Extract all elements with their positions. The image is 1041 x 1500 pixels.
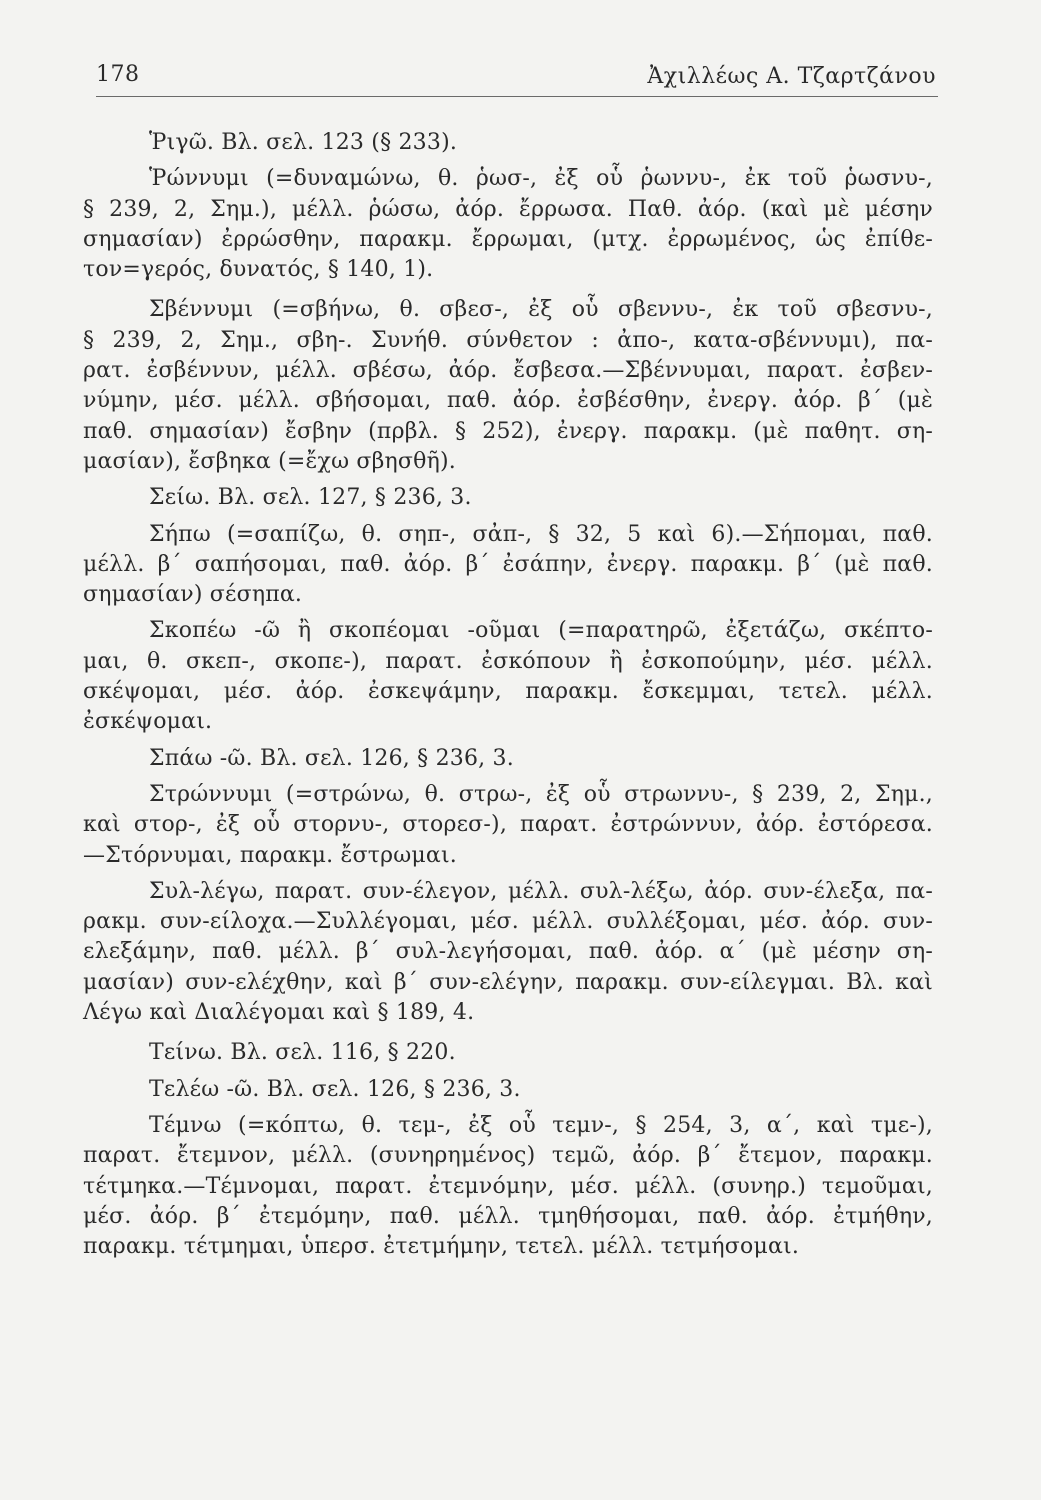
page-header: [96, 58, 936, 98]
entry-line: σημασίαν) ἐρρώσθην, παρακμ. ἔρρωμαι, (μτχ. ἐρρωμένος, ὡς ἐπίθε-: [83, 226, 933, 252]
entry-seio: [83, 483, 933, 513]
header-rule: [96, 96, 938, 97]
entry-line: Σήπω (=σαπίζω, θ. σηπ-, σἀπ-, § 32, 5 καὶ 6).—Σήπομαι, παθ.: [149, 521, 933, 547]
dictionary-body: [83, 128, 933, 1268]
entry-line: ρακμ. συν-είλοχα.—Συλλέγομαι, μέσ. μέλλ. συλλέξομαι, μέσ. ἀόρ. συν-: [83, 909, 933, 935]
entry-line: παθ. σημασίαν) ἔσβην (πρβλ. § 252), ἐνεργ. παρακμ. (μὲ παθητ. ση-: [83, 418, 933, 444]
entry-line: Σείω. Βλ. σελ. 127, § 236, 3.: [149, 485, 472, 511]
entry-line: μαι, θ. σκεπ-, σκοπε-), παρατ. ἐσκόπουν ἢ ἐσκοπούμην, μέσ. μέλλ.: [83, 648, 933, 674]
entry-line: μασίαν), ἔσβηκα (=ἔχω σβησθῆ).: [83, 448, 456, 474]
entry-skopeo: [83, 616, 933, 737]
entry-line: Στρώννυμι (=στρώνω, θ. στρω-, ἐξ οὗ στρωννυ-, § 239, 2, Σημ.,: [149, 781, 933, 807]
entry-teino: [83, 1038, 933, 1068]
entry-line: Λέγω καὶ Διαλέγομαι καὶ § 189, 4.: [83, 1000, 475, 1026]
entry-line: τον=γερός, δυνατός, § 140, 1).: [83, 257, 434, 283]
entry-line: ρατ. ἐσβέννυν, μέλλ. σβέσω, ἀόρ. ἔσβεσα.—Σβέννυμαι, παρατ. ἐσβεν-: [83, 358, 933, 384]
entry-line: ἐσκέψομαι.: [83, 709, 213, 735]
entry-line: μασίαν) συν-ελέχθην, καὶ β΄ συν-ελέγην, παρακμ. συν-είλεγμαι. Βλ. καὶ: [83, 969, 933, 995]
page-number: 178: [96, 62, 140, 87]
entry-line: § 239, 2, Σημ.), μέλλ. ῥώσω, ἀόρ. ἔρρωσα. Παθ. ἀόρ. (καὶ μὲ μέσην: [83, 196, 933, 222]
entry-spao: [83, 744, 933, 774]
entry-line: Τελέω -ῶ. Βλ. σελ. 126, § 236, 3.: [149, 1076, 521, 1102]
entry-line: ελεξάμην, παθ. μέλλ. β΄ συλ-λεγήσομαι, παθ. ἀόρ. α΄ (μὲ μέσην ση-: [83, 939, 933, 965]
entry-temno: [83, 1111, 933, 1262]
entry-line: Τέμνω (=κόπτω, θ. τεμ-, ἐξ οὗ τεμν-, § 254, 3, α΄, καὶ τμε-),: [149, 1112, 933, 1138]
entry-line: τέτμηκα.—Τέμνομαι, παρατ. ἐτεμνόμην, μέσ. μέλλ. (συνηρ.) τεμοῦμαι,: [83, 1173, 933, 1199]
entry-line: —Στόρνυμαι, παρακμ. ἔστρωμαι.: [83, 842, 457, 868]
entry-line: Σβέννυμι (=σβήνω, θ. σβεσ-, ἐξ οὗ σβεννυ-, ἐκ τοῦ σβεσνυ-,: [149, 297, 933, 323]
entry-line: σκέψομαι, μέσ. ἀόρ. ἐσκεψάμην, παρακμ. ἔσκεμμαι, τετελ. μέλλ.: [83, 679, 933, 705]
entry-line: Ῥώννυμι (=δυναμώνω, θ. ῥωσ-, ἐξ οὗ ῥωννυ-, ἐκ τοῦ ῥωσνυ-,: [149, 166, 933, 192]
entry-sepo: [83, 520, 933, 611]
entry-line: παρατ. ἔτεμνον, μέλλ. (συνηρημένος) τεμῶ, ἀόρ. β΄ ἔτεμον, παρακμ.: [83, 1143, 933, 1169]
entry-syllego: [83, 877, 933, 1028]
entry-line: Σπάω -ῶ. Βλ. σελ. 126, § 236, 3.: [149, 745, 514, 771]
entry-line: καὶ στορ-, ἐξ οὗ στορνυ-, στορεσ-), παρατ. ἐστρώννυν, ἀόρ. ἐστόρεσα.: [83, 812, 933, 838]
entry-line: Τείνω. Βλ. σελ. 116, § 220.: [149, 1040, 456, 1066]
entry-stronnymi: [83, 780, 933, 871]
entry-line: σημασίαν) σέσηπα.: [83, 582, 303, 608]
entry-line: νύμην, μέσ. μέλλ. σβήσομαι, παθ. ἀόρ. ἐσβέσθην, ἐνεργ. ἀόρ. β΄ (μὲ: [83, 388, 933, 414]
entry-line: Ῥιγῶ. Βλ. σελ. 123 (§ 233).: [149, 130, 458, 155]
entry-line: μέλλ. β΄ σαπήσομαι, παθ. ἀόρ. β΄ ἐσάπην, ἐνεργ. παρακμ. β΄ (μὲ παθ.: [83, 551, 933, 577]
entry-line: § 239, 2, Σημ., σβη-. Συνήθ. σύνθετον : ἀπο-, κατα-σβέννυμι), πα-: [83, 327, 933, 353]
entry-sbennymi: [83, 295, 933, 477]
entry-ronnymi: [83, 164, 933, 285]
entry-rigo: [83, 128, 933, 158]
entry-teleo: [83, 1075, 933, 1105]
entry-line: παρακμ. τέτμημαι, ὑπερσ. ἐτετμήμην, τετελ. μέλλ. τετμήσομαι.: [83, 1234, 800, 1260]
entry-line: Συλ-λέγω, παρατ. συν-έλεγον, μέλλ. συλ-λέξω, ἀόρ. συν-έλεξα, πα-: [149, 878, 933, 904]
running-head: Ἀχιλλέως Α. Τζαρτζάνου: [647, 64, 936, 89]
entry-line: Σκοπέω -ῶ ἢ σκοπέομαι -οῦμαι (=παρατηρῶ, ἐξετάζω, σκέπτο-: [149, 618, 933, 644]
entry-line: μέσ. ἀόρ. β΄ ἐτεμόμην, παθ. μέλλ. τμηθήσομαι, παθ. ἀόρ. ἐτμήθην,: [83, 1203, 933, 1229]
